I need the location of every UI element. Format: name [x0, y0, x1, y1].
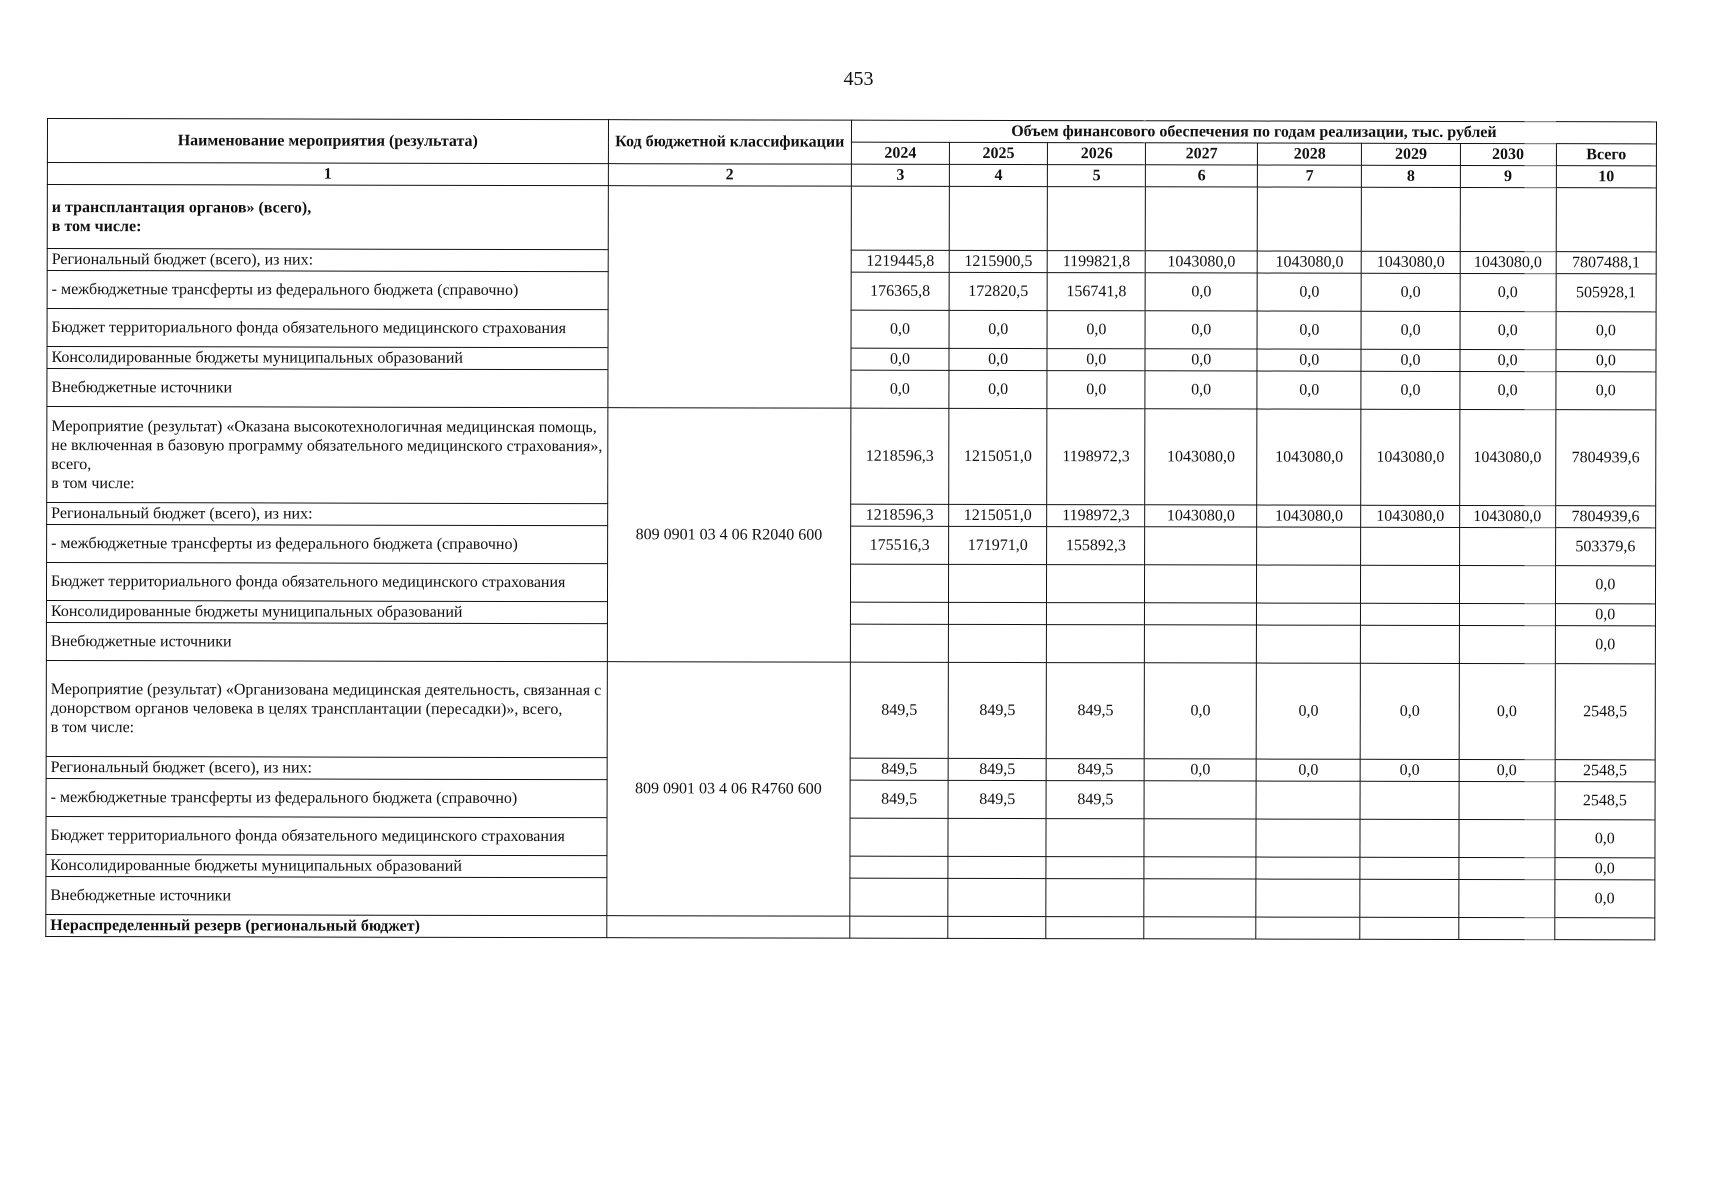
- value-cell: [1257, 527, 1361, 565]
- value-cell: 2548,5: [1555, 760, 1655, 782]
- value-cell: [1360, 857, 1458, 879]
- section-total-cell: [851, 186, 949, 250]
- value-cell: 0,0: [1555, 858, 1655, 880]
- value-cell: [1046, 879, 1144, 917]
- row-label: Региональный бюджет (всего), из них:: [46, 756, 607, 779]
- row-label: - межбюджетные трансферты из федерального бюджета (справочно): [46, 778, 607, 817]
- row-label: - межбюджетные трансферты из федерального бюджета (справочно): [47, 525, 608, 564]
- header-year: 2030: [1460, 143, 1556, 165]
- value-cell: [1144, 819, 1256, 857]
- value-cell: 849,5: [1046, 781, 1144, 819]
- value-cell: 1198972,3: [1047, 505, 1145, 527]
- section-total-cell: 1218596,3: [851, 408, 949, 504]
- empty-cell: [948, 916, 1046, 938]
- value-cell: [949, 602, 1047, 624]
- empty-cell: [1360, 917, 1458, 939]
- value-cell: [1361, 565, 1459, 603]
- value-cell: 0,0: [1459, 759, 1555, 781]
- section-total-cell: [1460, 187, 1556, 251]
- value-cell: [1459, 857, 1555, 879]
- value-cell: [850, 624, 948, 662]
- header-volume: Объем финансового обеспечения по годам реализации, тыс. рублей: [851, 120, 1656, 144]
- value-cell: [1256, 625, 1360, 663]
- value-cell: 0,0: [1556, 372, 1656, 410]
- section-total-cell: 1043080,0: [1459, 409, 1555, 505]
- table-row: [46, 876, 1655, 917]
- value-cell: 155892,3: [1047, 527, 1145, 565]
- empty-cell: [1144, 917, 1256, 939]
- value-cell: 0,0: [1047, 311, 1145, 349]
- empty-cell: [1046, 917, 1144, 939]
- value-cell: 1199821,8: [1047, 251, 1145, 273]
- value-cell: [1361, 781, 1459, 819]
- value-cell: 0,0: [1555, 626, 1655, 664]
- value-cell: 176365,8: [851, 272, 949, 310]
- value-cell: 171971,0: [949, 526, 1047, 564]
- value-cell: [1046, 857, 1144, 879]
- value-cell: 0,0: [1361, 371, 1459, 409]
- row-label: Бюджет территориального фонда обязательного медицинского страхования: [46, 816, 607, 855]
- value-cell: [1459, 781, 1555, 819]
- header-year: 2027: [1146, 143, 1258, 165]
- value-cell: 0,0: [1257, 273, 1361, 311]
- empty-cell: [1554, 918, 1654, 940]
- empty-cell: [1458, 917, 1554, 939]
- value-cell: 0,0: [1145, 371, 1257, 409]
- table-body: [46, 185, 1657, 940]
- section-total-cell: [949, 186, 1047, 250]
- header-total: Всего: [1556, 144, 1656, 166]
- empty-cell: [606, 916, 849, 939]
- value-cell: [1459, 565, 1555, 603]
- value-cell: 505928,1: [1556, 274, 1656, 312]
- value-cell: [948, 818, 1046, 856]
- budget-code: 809 0901 03 4 06 R2040 600: [607, 408, 851, 663]
- value-cell: [1256, 857, 1360, 879]
- value-cell: [949, 564, 1047, 602]
- value-cell: 0,0: [851, 310, 949, 348]
- column-index: 4: [949, 164, 1047, 186]
- row-label: Региональный бюджет (всего), из них:: [47, 503, 608, 526]
- value-cell: [948, 624, 1046, 662]
- section-total-cell: 1198972,3: [1047, 409, 1145, 505]
- header-year: 2028: [1257, 143, 1361, 165]
- row-label: Внебюджетные источники: [47, 369, 608, 408]
- row-label: Консолидированные бюджеты муниципальных образований: [47, 347, 608, 370]
- value-cell: 1043080,0: [1460, 251, 1556, 273]
- table-row: [46, 816, 1655, 857]
- value-cell: [1360, 819, 1458, 857]
- value-cell: [850, 602, 948, 624]
- value-cell: [1256, 879, 1360, 917]
- value-cell: 175516,3: [851, 526, 949, 564]
- section-title: Мероприятие (результат) «Организована медицинская деятельность, связанная с донорством органов человека в целях трансплантации (пересадки)», всего, в том числе:: [46, 660, 607, 757]
- value-cell: [1046, 819, 1144, 857]
- value-cell: 1219445,8: [851, 250, 949, 272]
- section-title-row: [47, 407, 1656, 506]
- value-cell: 0,0: [1047, 371, 1145, 409]
- value-cell: [1361, 527, 1459, 565]
- value-cell: 0,0: [1362, 273, 1460, 311]
- section-total-cell: 1043080,0: [1361, 409, 1459, 505]
- table-row: [46, 622, 1655, 663]
- value-cell: [850, 564, 948, 602]
- value-cell: [1257, 565, 1361, 603]
- section-total-cell: 0,0: [1459, 663, 1555, 759]
- section-total-cell: 0,0: [1361, 663, 1459, 759]
- table-header: [47, 119, 1656, 188]
- value-cell: [948, 856, 1046, 878]
- value-cell: 0,0: [1460, 371, 1556, 409]
- value-cell: 0,0: [1144, 759, 1256, 781]
- section-title-row: [46, 660, 1655, 759]
- value-cell: 0,0: [1555, 566, 1655, 604]
- value-cell: [1459, 527, 1555, 565]
- value-cell: 1043080,0: [1145, 505, 1257, 527]
- value-cell: [1144, 879, 1256, 917]
- section-total-cell: [1362, 187, 1460, 251]
- row-label: Региональный бюджет (всего), из них:: [47, 249, 608, 272]
- value-cell: 0,0: [949, 348, 1047, 370]
- row-label: Бюджет территориального фонда обязательного медицинского страхования: [47, 309, 608, 348]
- section-total-cell: 1043080,0: [1257, 409, 1362, 505]
- section-total-cell: 849,5: [948, 662, 1046, 758]
- value-cell: [850, 856, 948, 878]
- value-cell: 0,0: [1145, 311, 1257, 349]
- section-total-cell: 849,5: [850, 662, 948, 758]
- value-cell: 1043080,0: [1257, 251, 1361, 273]
- value-cell: 0,0: [1460, 273, 1556, 311]
- value-cell: 849,5: [850, 758, 948, 780]
- budget-code: [608, 186, 852, 409]
- value-cell: 0,0: [1047, 349, 1145, 371]
- value-cell: [1256, 819, 1360, 857]
- value-cell: 1215051,0: [949, 504, 1047, 526]
- value-cell: 0,0: [1361, 759, 1459, 781]
- table-row: [46, 778, 1655, 819]
- value-cell: [1047, 603, 1145, 625]
- value-cell: [1257, 603, 1361, 625]
- value-cell: 0,0: [1256, 759, 1360, 781]
- section-total-cell: [1556, 188, 1656, 252]
- value-cell: [948, 878, 1046, 916]
- value-cell: [1361, 603, 1459, 625]
- section-title-row: [47, 185, 1656, 252]
- value-cell: 0,0: [1257, 371, 1361, 409]
- row-label: Внебюджетные источники: [46, 876, 607, 915]
- column-index: 6: [1146, 165, 1258, 187]
- table-row: [47, 525, 1656, 566]
- value-cell: 1043080,0: [1459, 505, 1555, 527]
- value-cell: 849,5: [850, 780, 948, 818]
- page-number: 453: [843, 68, 874, 90]
- value-cell: 7807488,1: [1556, 252, 1656, 274]
- value-cell: [1047, 625, 1145, 663]
- value-cell: 7804939,6: [1555, 506, 1655, 528]
- column-index: 1: [47, 163, 608, 186]
- reserve-label: Нераспределенный резерв (региональный бюджет): [46, 914, 607, 937]
- value-cell: 0,0: [1145, 273, 1257, 311]
- row-label: Консолидированные бюджеты муниципальных образований: [46, 601, 607, 624]
- value-cell: [1361, 625, 1459, 663]
- header-year: 2025: [949, 142, 1047, 164]
- value-cell: [1047, 565, 1145, 603]
- value-cell: 1218596,3: [851, 504, 949, 526]
- value-cell: 1215900,5: [949, 250, 1047, 272]
- header-year: 2024: [851, 142, 949, 164]
- value-cell: [1256, 781, 1360, 819]
- section-total-cell: 0,0: [1256, 663, 1361, 759]
- value-cell: 849,5: [1046, 759, 1144, 781]
- budget-code: 809 0901 03 4 06 R4760 600: [607, 662, 851, 917]
- value-cell: 2548,5: [1555, 782, 1655, 820]
- row-label: Бюджет территориального фонда обязательного медицинского страхования: [46, 563, 607, 602]
- value-cell: 1043080,0: [1361, 505, 1459, 527]
- header-year: 2026: [1048, 143, 1146, 165]
- value-cell: [1459, 625, 1555, 663]
- row-label: Консолидированные бюджеты муниципальных образований: [46, 854, 607, 877]
- column-index: 10: [1556, 166, 1656, 188]
- value-cell: 503379,6: [1555, 528, 1655, 566]
- table-row: [47, 369, 1656, 410]
- empty-cell: [850, 916, 948, 938]
- value-cell: 1043080,0: [1257, 505, 1361, 527]
- value-cell: 0,0: [1556, 350, 1656, 372]
- column-index: 9: [1460, 165, 1556, 187]
- value-cell: [1360, 879, 1458, 917]
- value-cell: [1145, 603, 1257, 625]
- header-year: 2029: [1362, 143, 1460, 165]
- table-row: [46, 563, 1655, 604]
- reserve-row: [46, 914, 1655, 939]
- section-total-cell: [1047, 187, 1145, 251]
- value-cell: 0,0: [1460, 311, 1556, 349]
- column-index: 8: [1362, 165, 1460, 187]
- section-title: Мероприятие (результат) «Оказана высокотехнологичная медицинская помощь, не включенная в базовую программу обязательного медицинского страхования», всего, в том числе:: [47, 407, 608, 504]
- table-row: [47, 271, 1656, 312]
- budget-table: [45, 118, 1657, 940]
- value-cell: 0,0: [1257, 349, 1361, 371]
- section-total-cell: 0,0: [1145, 663, 1257, 759]
- value-cell: 0,0: [1460, 349, 1556, 371]
- value-cell: 849,5: [948, 758, 1046, 780]
- value-cell: 0,0: [1555, 820, 1655, 858]
- column-index: 7: [1257, 165, 1361, 187]
- value-cell: 0,0: [949, 310, 1047, 348]
- value-cell: 0,0: [1145, 349, 1257, 371]
- table-row: [47, 309, 1656, 350]
- value-cell: [850, 878, 948, 916]
- section-total-cell: 849,5: [1046, 663, 1144, 759]
- value-cell: 0,0: [1362, 311, 1460, 349]
- row-label: - межбюджетные трансферты из федерального бюджета (справочно): [47, 271, 608, 310]
- section-total-cell: 2548,5: [1555, 664, 1656, 760]
- value-cell: 0,0: [851, 348, 949, 370]
- value-cell: [1144, 857, 1256, 879]
- value-cell: 0,0: [1361, 349, 1459, 371]
- value-cell: 172820,5: [949, 272, 1047, 310]
- section-title: и трансплантация органов» (всего), в том числе:: [47, 185, 608, 250]
- value-cell: [1459, 819, 1555, 857]
- section-total-cell: 1215051,0: [949, 408, 1047, 504]
- value-cell: [1145, 625, 1257, 663]
- value-cell: 1043080,0: [1362, 251, 1460, 273]
- value-cell: [1145, 565, 1257, 603]
- header-name: Наименование мероприятия (результата): [47, 119, 608, 164]
- value-cell: 0,0: [1555, 604, 1655, 626]
- column-index: 3: [851, 164, 949, 186]
- value-cell: 156741,8: [1047, 273, 1145, 311]
- value-cell: [1459, 603, 1555, 625]
- section-total-cell: 1043080,0: [1145, 409, 1257, 505]
- value-cell: 0,0: [1555, 880, 1655, 918]
- row-label: Внебюджетные источники: [46, 622, 607, 661]
- section-total-cell: [1257, 187, 1362, 251]
- section-total-cell: 7804939,6: [1555, 410, 1656, 506]
- section-total-cell: [1146, 187, 1258, 251]
- column-index: 2: [608, 164, 851, 187]
- value-cell: [850, 818, 948, 856]
- column-index: 5: [1048, 165, 1146, 187]
- value-cell: [1458, 879, 1554, 917]
- value-cell: 0,0: [949, 370, 1047, 408]
- value-cell: 1043080,0: [1146, 251, 1258, 273]
- value-cell: [1145, 527, 1257, 565]
- header-code: Код бюджетной классификации: [608, 120, 851, 165]
- value-cell: [1144, 781, 1256, 819]
- value-cell: 0,0: [851, 370, 949, 408]
- value-cell: 0,0: [1257, 311, 1361, 349]
- value-cell: 849,5: [948, 780, 1046, 818]
- value-cell: 0,0: [1556, 312, 1656, 350]
- empty-cell: [1256, 917, 1360, 939]
